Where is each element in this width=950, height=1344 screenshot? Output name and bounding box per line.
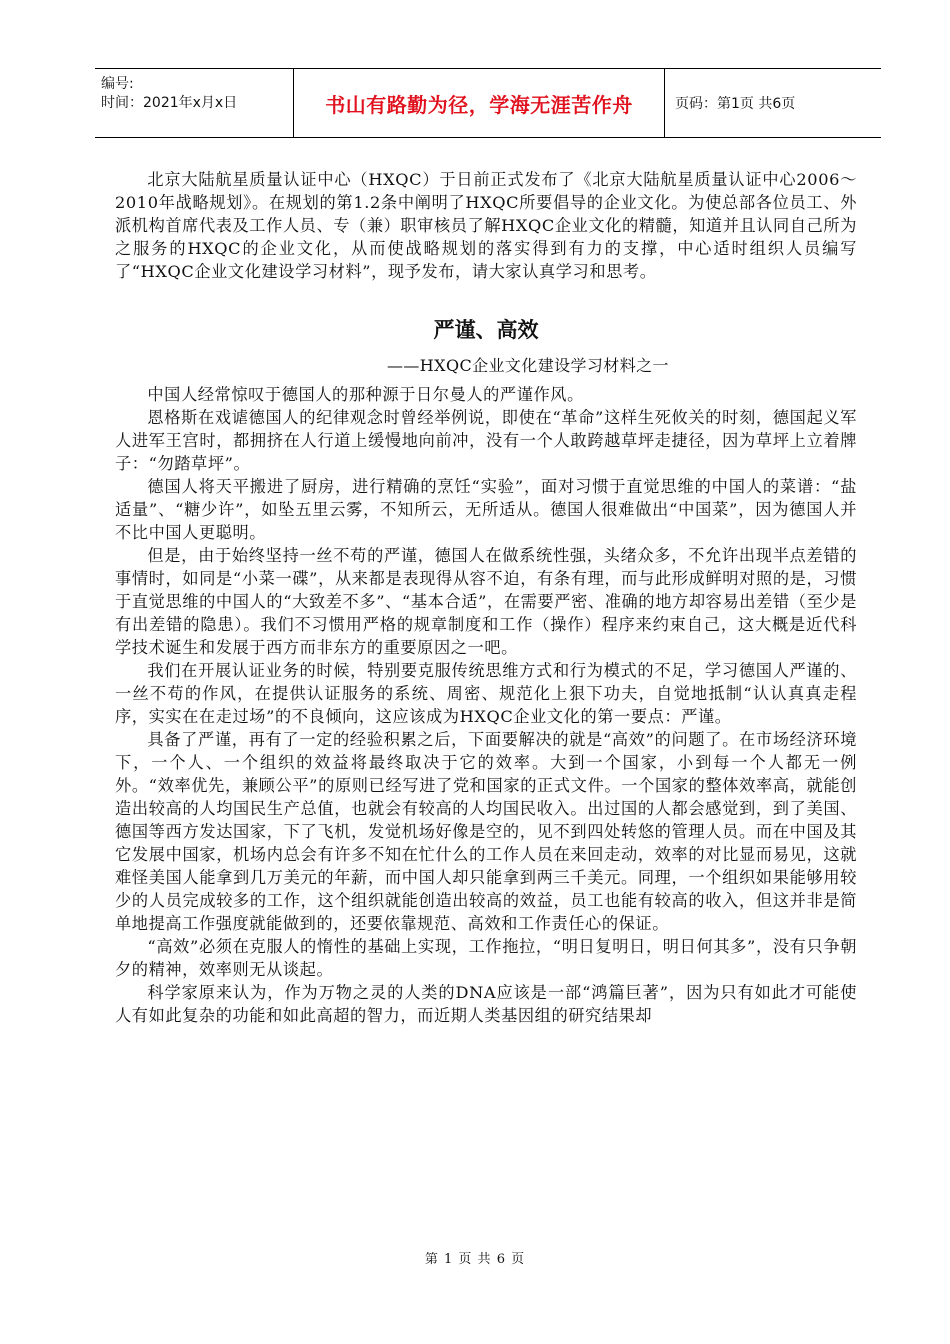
body-paragraph: 科学家原来认为，作为万物之灵的人类的DNA应该是一部“鸿篇巨著”，因为只有如此才可能使人有如此复杂的功能和如此高超的智力，而近期人类基因组的研究结果却 — [115, 983, 857, 1025]
body-paragraph: 恩格斯在戏谑德国人的纪律观念时曾经举例说，即使在“革命”这样生死攸关的时刻，德国起义军人进军王宫时，都拥挤在人行道上缓慢地向前冲，没有一个人敢跨越草坪走捷径，因为草坪上立着牌子：“勿踏草坪”。 — [115, 408, 857, 473]
article-title: 严谨、高效 — [433, 318, 539, 342]
document-body — [115, 168, 857, 1027]
page-header — [95, 68, 881, 138]
header-page-label: 页码：第1页 共6页 — [675, 96, 796, 112]
header-motto: 书山有路勤为径，学海无涯苦作舟 — [325, 92, 633, 117]
header-page-cell — [665, 69, 881, 137]
body-paragraph: 但是，由于始终坚持一丝不苟的严谨，德国人在做系统性强，头绪众多，不允许出现半点差错的事情时，如同是“小菜一碟”，从来都是表现得从容不迫，有条有理，而与此形成鲜明对照的是，习惯于直觉思维的中国人的“大致差不多”、“基本合适”，在需要严密、准确的地方却容易出差错（至少是有出差错的隐患）。我们不习惯用严格的规章制度和工作（操作）程序来约束自己，这大概是近代科学技术诞生和发展于西方而非东方的重要原因之一吧。 — [115, 546, 857, 657]
document-number-label: 编号: — [101, 76, 134, 92]
article-subtitle: ——HXQC企业文化建设学习材料之一 — [387, 356, 669, 375]
body-paragraph: 我们在开展认证业务的时候，特别要克服传统思维方式和行为模式的不足，学习德国人严谨的、一丝不苟的作风，在提供认证服务的系统、周密、规范化上狠下功夫，自觉地抵制“认认真真走程序，实实在在走过场”的不良倾向，这应该成为HXQC企业文化的第一要点：严谨。 — [115, 661, 857, 726]
body-paragraph: 中国人经常惊叹于德国人的那种源于日尔曼人的严谨作风。 — [147, 385, 584, 404]
header-meta — [95, 69, 293, 137]
body-paragraph: 具备了严谨，再有了一定的经验积累之后，下面要解决的就是“高效”的问题了。在市场经济环境下，一个人、一个组织的效益将最终取决于它的效率。大到一个国家，小到每一个人都无一例外。“效率优先，兼顾公平”的原则已经写进了党和国家的正式文件。一个国家的整体效率高，就能创造出较高的人均国民生产总值，也就会有较高的人均国民收入。出过国的人都会感觉到，到了美国、德国等西方发达国家，下了飞机，发觉机场好像是空的，见不到四处转悠的管理人员。而在中国及其它发展中国家，机场内总会有许多不知在忙什么的工作人员在来回走动，效率的对比显而易见，这就难怪美国人能拿到几万美元的年薪，而中国人却只能拿到两三千美元。同理，一个组织如果能够用较少的人员完成较多的工作，这个组织就能创造出较高的效益，员工也能有较高的收入，但这并非是简单地提高工作强度就能做到的，还要依靠规范、高效和工作责任心的保证。 — [115, 730, 857, 933]
header-motto-cell — [293, 69, 665, 137]
body-paragraph: 德国人将天平搬进了厨房，进行精确的烹饪“实验”，面对习惯于直觉思维的中国人的菜谱：“盐适量”、“糖少许”，如坠五里云雾，不知所云，无所适从。德国人很难做出“中国菜”，因为德国人并不比中国人更聪明。 — [115, 477, 857, 542]
body-paragraph: “高效”必须在克服人的惰性的基础上实现，工作拖拉，“明日复明日，明日何其多”，没有只争朝夕的精神，效率则无从谈起。 — [115, 937, 857, 979]
document-time-label: 时间：2021年x月x日 — [101, 95, 238, 111]
page-footer: 第 1 页 共 6 页 — [424, 1252, 526, 1267]
intro-paragraph: 北京大陆航星质量认证中心（HXQC）于日前正式发布了《北京大陆航星质量认证中心2006～2010年战略规划》。在规划的第1.2条中阐明了HXQC所要倡导的企业文化。为使总部各位员工、外派机构首席代表及工作人员、专（兼）职审核员了解HXQC企业文化的精髓，知道并且认同自己所为之服务的HXQC的企业文化，从而使战略规划的落实得到有力的支撑，中心适时组织人员编写了“HXQC企业文化建设学习材料”，现予发布，请大家认真学习和思考。 — [115, 170, 857, 281]
